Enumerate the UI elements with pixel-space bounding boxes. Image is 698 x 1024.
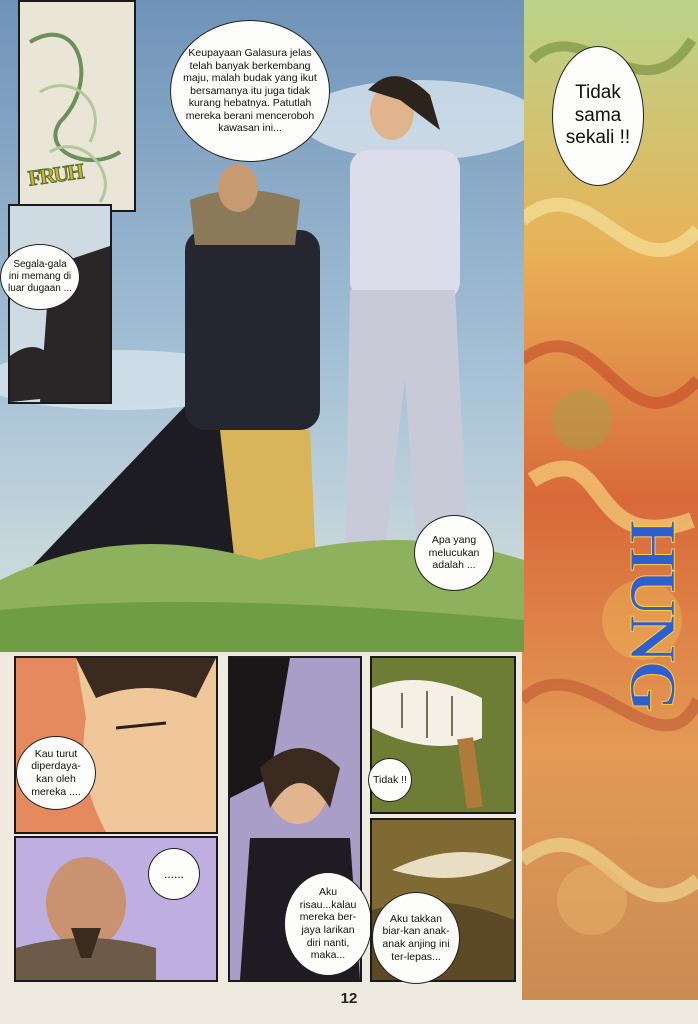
wind-inset-panel [18, 0, 136, 212]
speech-bubble-galasura: Keupayaan Galasura jelas telah banyak berkembang maju, malah budak yang ikut bersamanya itu juga tidak kurang hebatnya. Patutlah mereka berani menceroboh kawasan ini... [170, 20, 330, 162]
speech-bubble-apa: Apa yang melucukan adalah ... [414, 515, 494, 591]
speech-bubble-kau-turut: Kau turut diperdaya-kan oleh mereka .... [16, 736, 96, 810]
page-number: 12 [340, 990, 358, 1007]
speech-bubble-tidak-sama: Tidak sama sekali !! [552, 46, 644, 186]
hung-sfx: HUNG [616, 520, 689, 710]
speech-bubble-tidak: Tidak !! [368, 758, 412, 802]
fruh-sfx: FRUH [26, 158, 84, 191]
speech-bubble-dots: ...... [148, 848, 200, 900]
speech-bubble-segala: Segala-gala ini memang di luar dugaan ... [0, 244, 80, 310]
speech-bubble-aku-risau: Aku risau...kalau mereka ber-jaya larikan diri nanti, maka... [284, 872, 372, 976]
speech-bubble-aku-takkan: Aku takkan biar-kan anak-anak anjing ini ter-lepas... [372, 892, 460, 984]
